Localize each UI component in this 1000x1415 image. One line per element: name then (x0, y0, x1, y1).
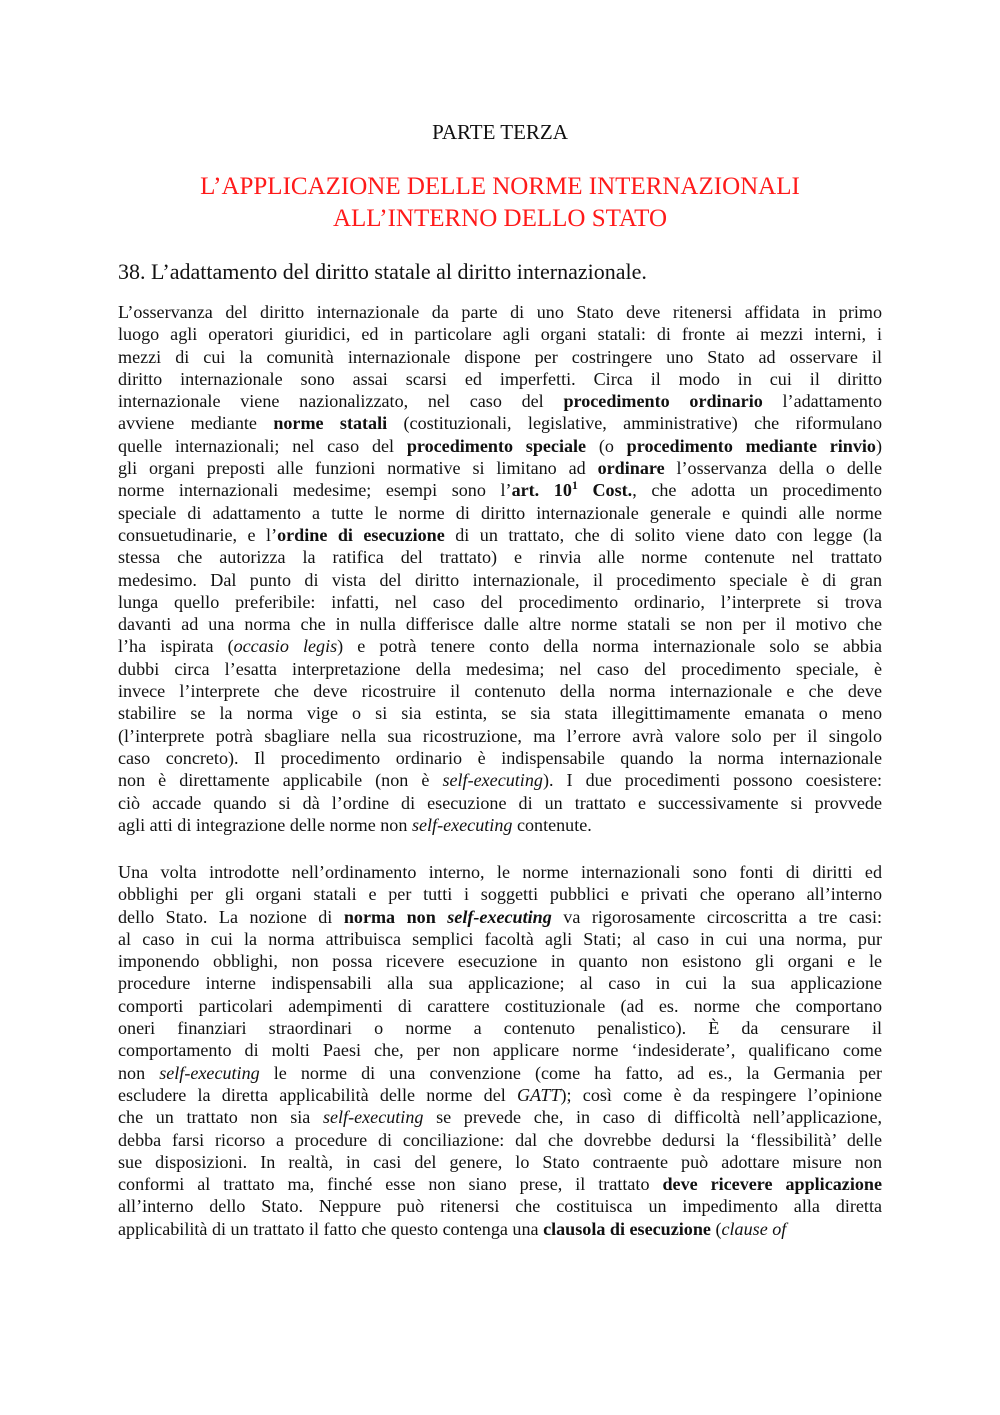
text-run: Cost. (577, 480, 633, 501)
text-run: gli organi preposti alle funzioni normative si limitano ad (118, 458, 598, 479)
text-run: ordinare (597, 458, 665, 479)
text-line (118, 1017, 882, 1039)
text-line (118, 861, 882, 883)
text-run: Una volta introdotte nell’ordinamento interno, le norme internazionali sono fonti di diritti ed (118, 862, 882, 882)
text-run: self-executing (322, 1107, 424, 1128)
text-line (118, 1173, 882, 1195)
text-run: (l’interprete potrà sbagliare nella sua ricostruzione, ma l’errore avrà valore solo per il singolo (118, 725, 882, 746)
text-line (118, 591, 882, 613)
text-run: imponendo obblighi, non possa ricevere esecuzione in quanto non esistono gli organi e le (118, 951, 882, 972)
text-run: clause of (721, 1218, 787, 1239)
text-run: lunga quello preferibile: infatti, nel caso del procedimento ordinario, l’interprete si trova (118, 591, 882, 612)
text-line (118, 769, 882, 791)
chapter-title (0, 171, 1000, 235)
text-run: l’adattamento (762, 391, 882, 412)
text-run: diritto internazionale sono assai scarsi ed imperfetti. Circa il modo in cui il diritto (118, 368, 882, 389)
text-run: ordine di esecuzione (277, 524, 445, 545)
text-run: agli atti di integrazione delle norme non (118, 814, 412, 835)
chapter-title-line-2: ALL’INTERNO DELLO STATO (332, 205, 668, 232)
text-line (118, 1062, 882, 1084)
text-line (118, 569, 882, 591)
text-run: all’interno dello Stato. Neppure può ritenersi che costituisca un impedimento alla diretta (118, 1196, 882, 1217)
text-run: procedimento mediante rinvio (626, 435, 876, 456)
text-run: speciale di adattamento a tutte le norme di diritto internazionale generale e quindi alle norme (118, 502, 882, 523)
text-run: quelle internazionali; nel caso del (118, 435, 407, 456)
text-line (118, 412, 882, 434)
text-line (118, 906, 882, 928)
text-run: invece l’interprete che deve ricostruire il contenuto della norma internazionale e che deve (118, 681, 882, 702)
text-run: escludere la diretta applicabilità delle norme del (118, 1084, 517, 1105)
text-run: conformi al trattato ma, finché esse non siano prese, il trattato (118, 1174, 663, 1195)
text-line (118, 502, 882, 524)
text-run: non è direttamente applicabile (non è (118, 770, 443, 791)
text-run: comportamento di molti Paesi che, per non applicare norme ‘indesiderate’, qualificano come (118, 1040, 882, 1061)
text-line (118, 301, 882, 323)
paragraph-1 (118, 301, 882, 836)
text-run: ); così come è da respingere l’opinione (560, 1084, 882, 1105)
text-line (118, 457, 882, 479)
text-run: clausola di esecuzione (543, 1218, 711, 1239)
text-line (118, 390, 882, 412)
text-run: procedimento speciale (406, 435, 587, 456)
text-run: va rigorosamente circoscritta a tre casi: (551, 906, 882, 927)
text-line (118, 1039, 882, 1061)
section-heading: 38. L’adattamento del diritto statale al diritto internazionale. (118, 259, 647, 284)
text-line (118, 1218, 882, 1240)
text-run: applicabilità di un trattato il fatto che questo contenga una (118, 1218, 544, 1239)
text-line (118, 613, 882, 635)
text-run: non (118, 1062, 160, 1083)
text-run: L’osservanza del diritto internazionale da parte di uno Stato deve ritenersi affidata in primo (118, 302, 882, 322)
text-line (118, 928, 882, 950)
text-run: 1 (571, 478, 578, 493)
text-run: (costituzionali, legislative, amministrative) che riformulano (387, 413, 882, 434)
text-line (118, 883, 882, 905)
text-run: (o (586, 435, 627, 456)
text-line (118, 368, 882, 390)
text-line (118, 1106, 882, 1128)
text-line (118, 323, 882, 345)
text-run: norma non (343, 906, 448, 927)
text-run: debba farsi ricorso a procedure di conciliazione: dal che dovrebbe dedursi la ‘flessibilità’ delle (118, 1129, 882, 1150)
text-run: , che adotta un procedimento (632, 480, 883, 501)
text-line (118, 546, 882, 568)
text-run: caso concreto). Il procedimento ordinario è indispensabile quando la norma internazionale (118, 747, 882, 768)
text-run: self-executing (411, 814, 513, 835)
text-line (118, 995, 882, 1017)
text-run: dubbi circa l’esatta interpretazione della medesima; nel caso del procedimento speciale, è (118, 658, 882, 679)
text-run: le norme di una convenzione (come ha fatto, ad es., la Germania per (259, 1062, 882, 1083)
text-run: stessa che autorizza la ratifica del trattato) e rinvia alle norme contenute nel trattato (118, 547, 882, 568)
text-run: obblighi per gli organi statali e per tutti i soggetti pubblici e privati che operano all’interno (118, 884, 882, 905)
text-run: oneri finanziari straordinari o norme a contenuto penalistico). È da censurare il (118, 1018, 882, 1039)
text-run: stabilire se la norma vige o si sia estinta, se sia stata illegittimamente emanata o meno (118, 703, 882, 724)
text-line (118, 1195, 882, 1217)
text-line (118, 346, 882, 368)
text-run: al caso in cui la norma attribuisca semplici facoltà agli Stati; al caso in cui una norma, pur (118, 928, 882, 949)
text-run: self-executing (447, 906, 552, 927)
text-line (118, 1129, 882, 1151)
text-run: occasio legis (233, 636, 338, 657)
text-run: self-executing (442, 770, 543, 791)
text-run: procedure interne indispensabili alla sua applicazione; al caso in cui la sua applicazione (118, 973, 882, 994)
text-line (118, 658, 882, 680)
text-run: mezzi di cui la comunità internazionale dispone per costringere uno Stato ad osservare il (118, 346, 882, 367)
text-line (118, 702, 882, 724)
text-line (118, 950, 882, 972)
text-run: consuetudinarie, e l’ (118, 524, 278, 545)
text-run: sue disposizioni. In realtà, in casi del genere, lo Stato contraente può adottare misure non (118, 1151, 882, 1172)
text-run: procedimento ordinario (563, 391, 763, 412)
text-line (118, 680, 882, 702)
text-line (118, 747, 882, 769)
text-line (118, 435, 882, 457)
text-run: l’osservanza della o delle (664, 458, 882, 479)
text-run: di un trattato, che di solito viene dato con legge (la (444, 524, 882, 545)
part-label: PARTE TERZA (432, 120, 568, 144)
text-run: ). I due procedimenti possono coesistere: (542, 770, 883, 791)
text-line (118, 1151, 882, 1173)
text-run: davanti ad una norma che in nulla differisce dalle altre norme statali se non per il motivo che (118, 614, 882, 635)
text-line (118, 479, 882, 501)
text-run: che un trattato non sia (118, 1107, 323, 1128)
text-run: dello Stato. La nozione di (118, 906, 344, 927)
text-run: art. 10 (511, 480, 572, 501)
text-run: avviene mediante (118, 413, 274, 434)
text-run: se prevede che, in caso di difficoltà nell’applicazione, (423, 1107, 882, 1128)
text-run: l’ha ispirata ( (118, 636, 234, 657)
text-run: deve ricevere applicazione (662, 1174, 882, 1195)
text-line (118, 524, 882, 546)
text-line (118, 814, 882, 836)
text-run: norme internazionali medesime; esempi sono l’ (118, 480, 512, 501)
text-line (118, 635, 882, 657)
text-line (118, 1084, 882, 1106)
text-run: internazionale viene nazionalizzato, nel caso del (118, 391, 564, 412)
text-run: medesimo. Dal punto di vista del diritto internazionale, il procedimento speciale è di gran (118, 569, 882, 590)
text-run: norme statali (273, 413, 388, 434)
text-run: ) (875, 435, 883, 456)
text-run: ( (710, 1218, 722, 1239)
text-line (118, 725, 882, 747)
text-line (118, 792, 882, 814)
text-run: contenute. (512, 814, 592, 835)
chapter-title-line-1: L’APPLICAZIONE DELLE NORME INTERNAZIONALI (200, 173, 800, 200)
text-run: luogo agli operatori giuridici, ed in particolare agli organi statali: di fronte ai mezzi interni, i (118, 324, 882, 345)
text-run: ciò accade quando si dà l’ordine di esecuzione di un trattato e successivamente si provvede (118, 792, 882, 813)
text-run: GATT (516, 1084, 561, 1105)
text-line (118, 972, 882, 994)
paragraph-2 (118, 861, 882, 1240)
text-run: comporti particolari adempimenti di carattere costituzionale (ad es. norme che comportano (118, 995, 882, 1016)
text-run: ) e potrà tenere conto della norma internazionale solo se abbia (337, 636, 883, 657)
text-run: self-executing (159, 1062, 260, 1083)
